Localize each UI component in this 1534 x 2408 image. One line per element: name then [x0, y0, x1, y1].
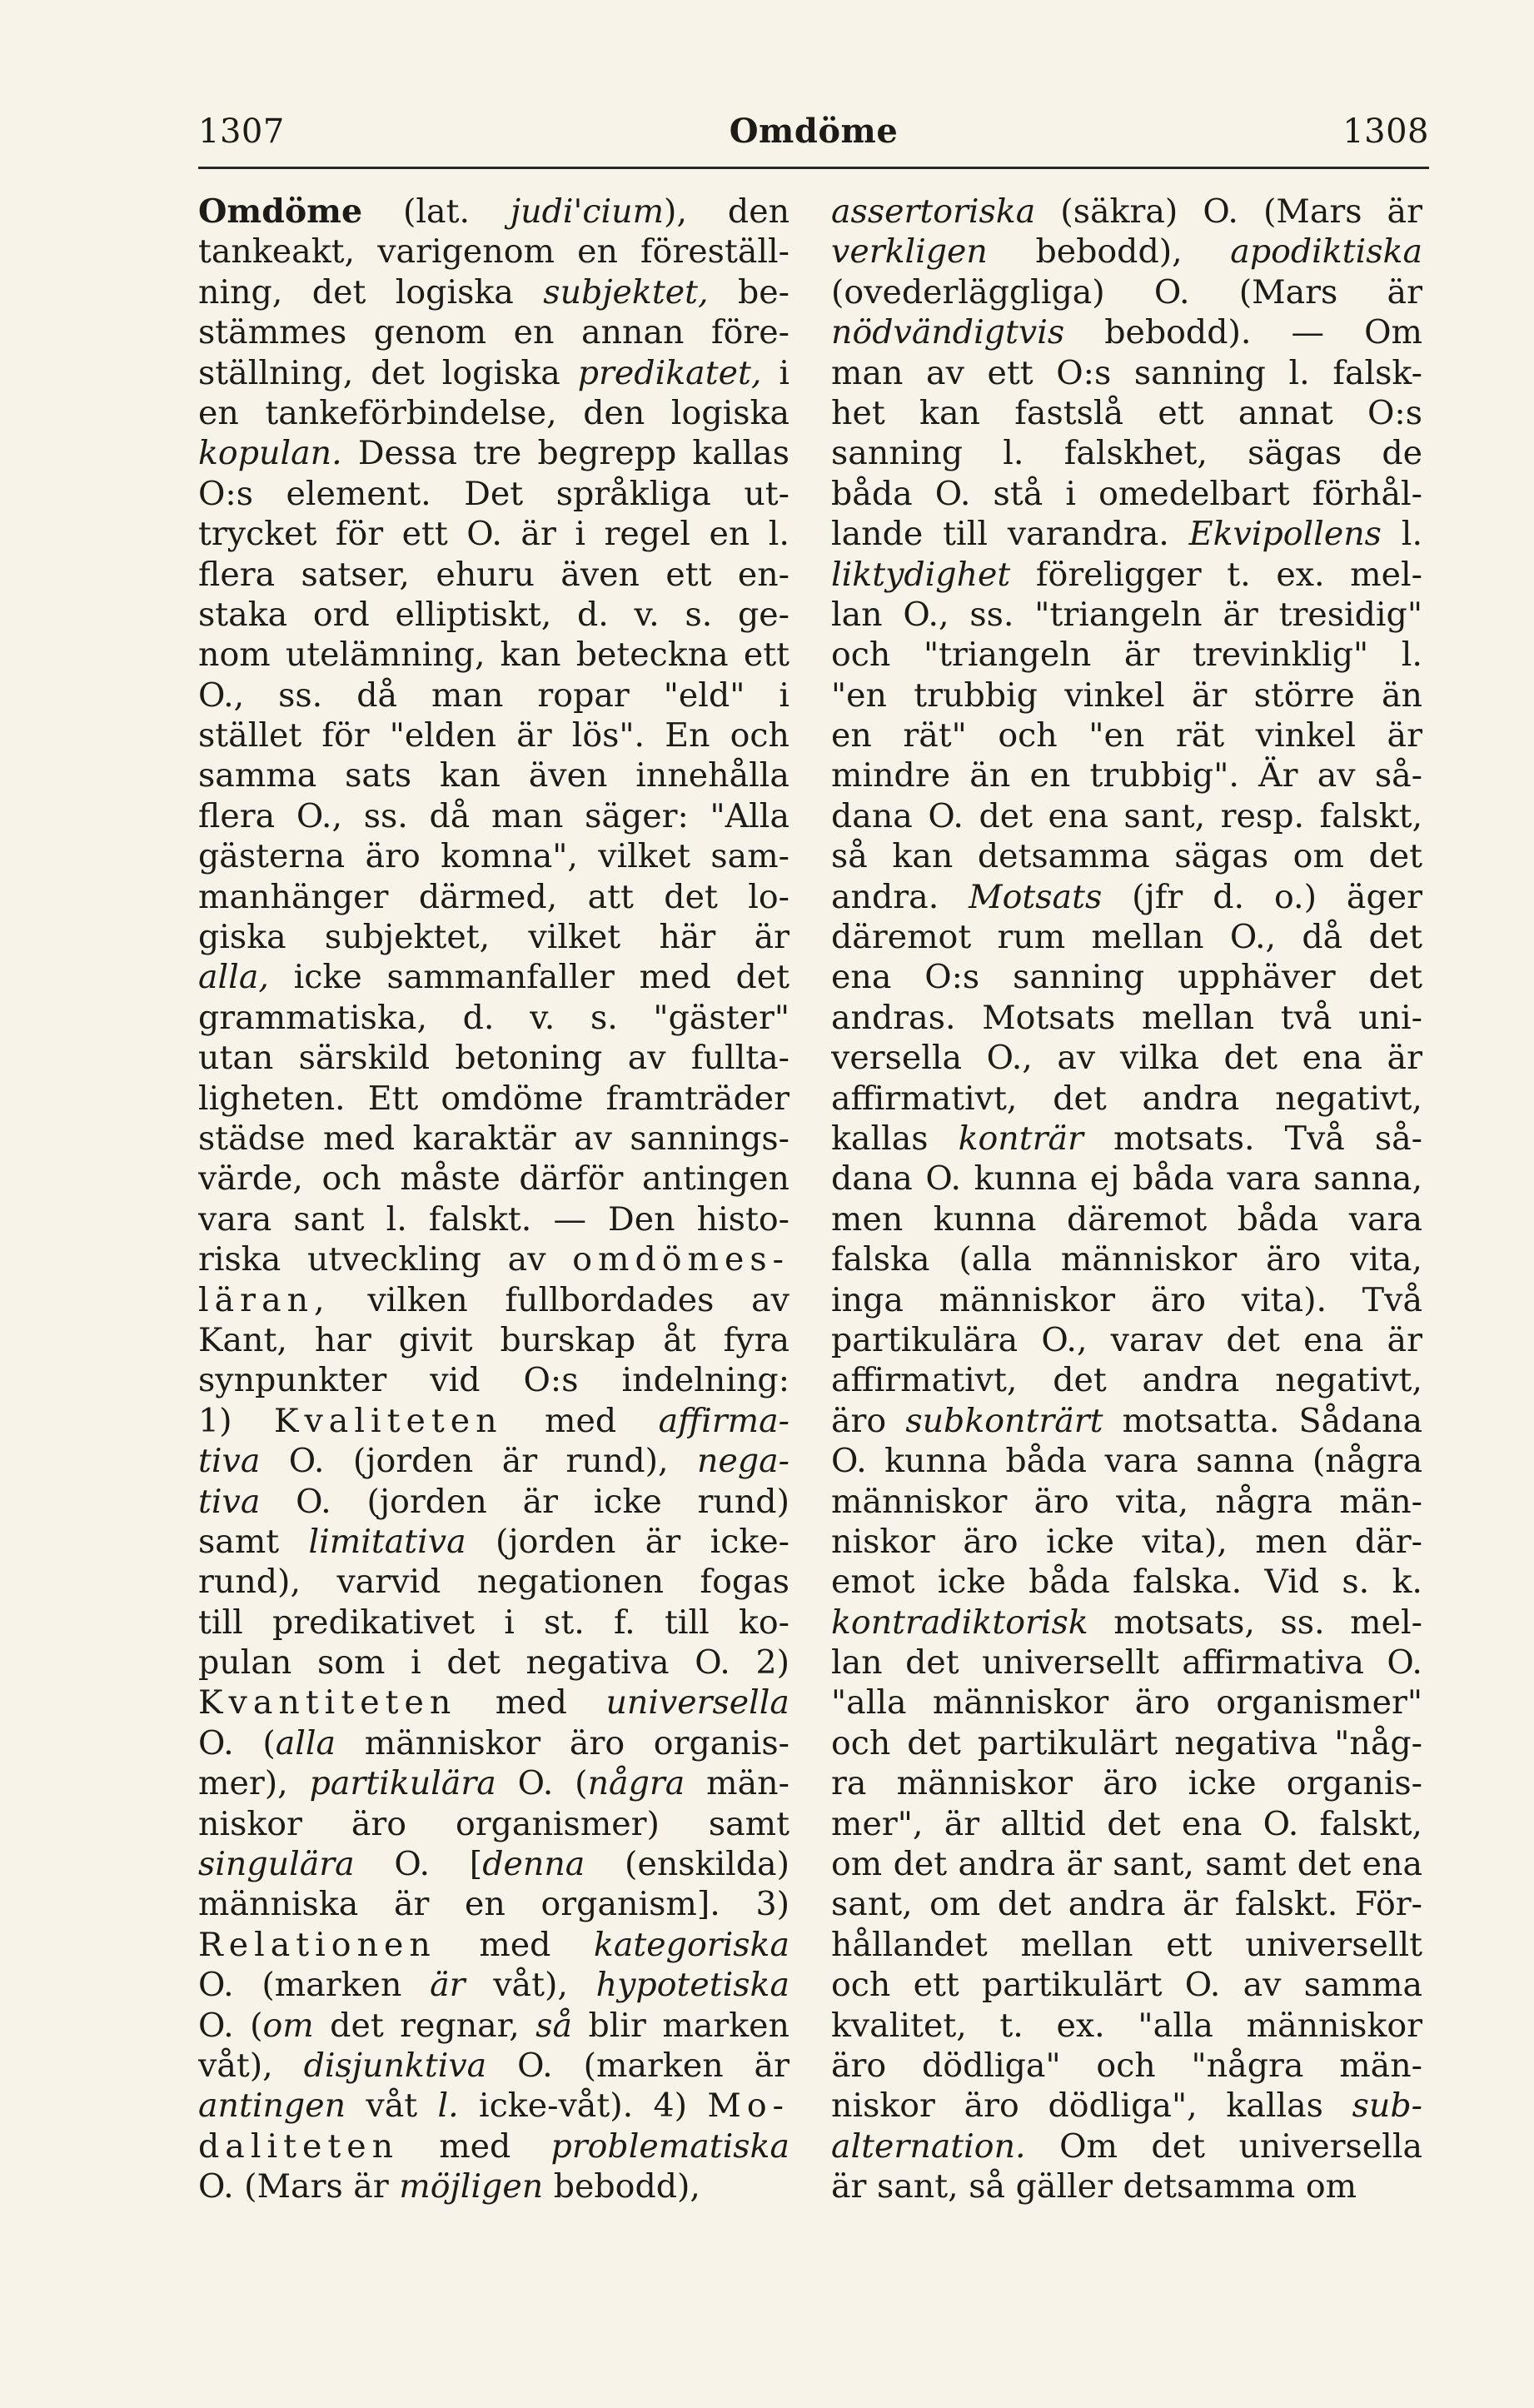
text-run: med [502, 1401, 659, 1440]
text-line [198, 555, 789, 595]
text-run: kopulan. [198, 434, 342, 473]
text-run: niskor äro dödliga", kallas [831, 2086, 1352, 2126]
text-line [831, 1199, 1422, 1239]
text-run: giska subjektet, vilket här är [198, 918, 789, 957]
text-line [198, 1038, 789, 1078]
text-run: subjektet, [543, 272, 709, 312]
text-line [831, 1683, 1422, 1722]
text-run: så kan detsamma sägas om det [831, 837, 1422, 876]
text-line [198, 1643, 789, 1683]
text-run: flera O., ss. då man säger: "Alla [198, 796, 789, 835]
text-run: inga människor äro vita). Två [831, 1280, 1422, 1319]
text-run: sanning l. falskhet, sägas de [831, 434, 1422, 473]
text-run: är [430, 1966, 466, 2005]
text-line [198, 1723, 789, 1763]
text-run: "alla människor äro organismer" [831, 1683, 1422, 1722]
page-number-right: 1308 [1342, 112, 1429, 151]
text-run: läran, [198, 1280, 331, 1319]
text-run: lan O., ss. "triangeln är tresidig" [831, 595, 1422, 634]
text-run: judi'cium [510, 192, 665, 231]
text-run: bebodd). — Om [1064, 313, 1422, 352]
text-line [831, 272, 1422, 312]
text-run: våt), [198, 2046, 304, 2085]
text-run: om [262, 2006, 314, 2045]
text-run: lan det universellt affirmativa O. [831, 1643, 1422, 1683]
text-run: universella [605, 1683, 789, 1722]
text-run: Kvantiteten [198, 1683, 457, 1722]
text-run: daliteten [198, 2126, 400, 2166]
text-line [831, 2166, 1422, 2206]
text-line [831, 998, 1422, 1038]
text-line [198, 1482, 789, 1522]
text-run: tiva [198, 1482, 261, 1521]
text-run: våt), [465, 1966, 596, 2005]
text-line [198, 353, 789, 393]
text-run: (säkra) O. (Mars är [1035, 192, 1422, 231]
text-run: problematiska [550, 2126, 789, 2166]
text-run: affirmativt, det andra negativt, [831, 1361, 1422, 1400]
text-run: liktydighet [831, 555, 1011, 594]
text-line [831, 917, 1422, 957]
text-run: Omdöme [198, 192, 363, 231]
text-line [831, 836, 1422, 876]
text-run: l. [437, 2086, 459, 2126]
text-run: hypotetiska [595, 1966, 789, 2005]
text-line [198, 1603, 789, 1643]
text-line [198, 796, 789, 836]
text-run: äro [831, 1401, 906, 1440]
text-run: be- [708, 272, 789, 312]
text-line [831, 353, 1422, 393]
text-run: verkligen [831, 232, 988, 272]
text-run: andras. Motsats mellan två uni- [831, 998, 1422, 1037]
text-run: blir marken [572, 2006, 789, 2045]
text-run: äro dödliga" och "några män- [831, 2046, 1422, 2085]
text-run: versella O., av vilka det ena är [831, 1039, 1422, 1078]
text-run: apodiktiska [1230, 232, 1422, 272]
text-run: O. (marken [198, 1966, 431, 2005]
text-line [198, 917, 789, 957]
text-line [198, 877, 789, 917]
text-run: (enskilda) [585, 1845, 789, 1884]
text-run: mindre än en trubbig". Är av så- [831, 756, 1422, 795]
text-run: människa är en organism]. 3) [198, 1885, 789, 1924]
text-run: människor äro vita, några män- [831, 1482, 1422, 1521]
text-line [198, 836, 789, 876]
text-run: (ovederläggliga) O. (Mars är [831, 272, 1422, 312]
text-run: dana O. kunna ej båda vara sanna, [831, 1159, 1422, 1199]
text-run: O. ( [198, 1723, 276, 1762]
text-run: antingen [198, 2086, 346, 2126]
text-line [198, 1280, 789, 1320]
text-run: (jfr d. o.) äger [1102, 877, 1422, 916]
text-run: rund), varvid negationen fogas [198, 1563, 789, 1602]
text-line [831, 312, 1422, 352]
text-run: Motsats [969, 877, 1103, 916]
text-run: med [399, 2126, 551, 2166]
text-line [198, 474, 789, 514]
text-run: affirmativt, det andra negativt, [831, 1079, 1422, 1118]
text-run: Kvaliteten [273, 1401, 503, 1440]
text-run: alla, [198, 958, 269, 997]
text-run: Om det universella [1025, 2126, 1422, 2166]
text-run: (lat. [362, 192, 511, 231]
text-run: ena O:s sanning upphäver det [831, 958, 1422, 997]
text-run: några [587, 1764, 685, 1803]
text-run: vara sant l. falskt. — Den histo- [198, 1199, 789, 1239]
text-line [831, 1119, 1422, 1159]
text-run: Relationen [198, 1925, 436, 1964]
text-line [831, 1723, 1422, 1763]
text-line [198, 1844, 789, 1884]
text-line [831, 715, 1422, 755]
text-line [831, 1079, 1422, 1119]
text-line [831, 1804, 1422, 1844]
text-run: partikulära O., varav det ena är [831, 1320, 1422, 1359]
text-line [198, 1562, 789, 1602]
text-line [831, 1763, 1422, 1803]
text-run: i [761, 353, 789, 392]
text-line [831, 1320, 1422, 1360]
text-run: tankeakt, varigenom en föreställ- [198, 232, 789, 272]
text-run: Dessa tre begrepp kallas [341, 434, 789, 473]
text-run: bebodd), [543, 2167, 700, 2206]
text-line [831, 1038, 1422, 1078]
text-run: niskor äro icke vita), men där- [831, 1522, 1422, 1561]
text-run: trycket för ett O. är i regel en l. [198, 515, 789, 554]
text-line [198, 755, 789, 795]
text-line [198, 232, 789, 272]
text-line [198, 715, 789, 755]
text-line [831, 1401, 1422, 1441]
text-run: en rät" och "en rät vinkel är [831, 716, 1422, 755]
text-run: pulan som i det negativa O. 2) [198, 1643, 789, 1683]
text-line [198, 595, 789, 635]
text-column-right [831, 192, 1422, 2207]
text-run: O. ( [198, 2006, 263, 2045]
text-run: utan särskild betoning av fullta- [198, 1039, 789, 1078]
text-run: ligheten. Ett omdöme framträder [198, 1079, 789, 1118]
text-run: ställning, det logiska [198, 353, 578, 392]
text-run: konträr [958, 1119, 1083, 1158]
text-run: städse med karaktär av sannings- [198, 1119, 789, 1158]
text-run: O. (jorden är rund), [260, 1442, 697, 1481]
text-line [831, 2006, 1422, 2046]
text-line [198, 998, 789, 1038]
text-run: grammatiska, d. v. s. "gäster" [198, 998, 789, 1037]
text-line [831, 1884, 1422, 1924]
text-run: om det andra är sant, samt det ena [831, 1845, 1422, 1884]
text-line [198, 635, 789, 675]
text-run: bebodd), [987, 232, 1231, 272]
text-run: till predikativet i st. f. till ko- [198, 1603, 789, 1642]
text-line [831, 192, 1422, 232]
text-line [198, 2006, 789, 2046]
text-line [198, 1320, 789, 1360]
text-line [831, 2126, 1422, 2166]
text-run: andra. [831, 877, 969, 916]
text-run: O. (Mars är [198, 2167, 400, 2206]
text-line [831, 232, 1422, 272]
text-run: med [456, 1683, 606, 1722]
text-line [198, 393, 789, 433]
text-line [198, 2086, 789, 2126]
text-run: disjunktiva [303, 2046, 487, 2085]
text-line [198, 1360, 789, 1400]
text-run: icke-våt). 4) [458, 2086, 708, 2126]
text-run: O:s element. Det språkliga ut- [198, 474, 789, 513]
text-run: icke sammanfaller med det [268, 958, 789, 997]
text-run: niskor äro organismer) samt [198, 1804, 789, 1843]
text-run: limitativa [308, 1522, 466, 1561]
text-run: kallas [831, 1119, 959, 1158]
text-line [198, 272, 789, 312]
text-run: O. [ [354, 1845, 483, 1884]
text-run: det regnar, [313, 2006, 536, 2045]
text-run: kontradiktorisk [831, 1603, 1088, 1642]
text-run: samt [198, 1522, 309, 1561]
text-line [831, 514, 1422, 554]
text-run: O. kunna båda vara sanna (några [831, 1442, 1422, 1481]
text-line [831, 1643, 1422, 1683]
text-line [831, 595, 1422, 635]
text-run: men kunna däremot båda vara [831, 1199, 1422, 1239]
text-run: het kan fastslå ett annat O:s [831, 393, 1422, 432]
text-line [831, 1925, 1422, 1965]
text-run: riska utveckling av [198, 1240, 573, 1279]
text-line [831, 1522, 1422, 1562]
text-run: ra människor äro icke organis- [831, 1764, 1422, 1803]
text-line [831, 877, 1422, 917]
text-line [198, 1159, 789, 1199]
text-run: motsats, ss. mel- [1088, 1603, 1422, 1642]
text-run: emot icke båda falska. Vid s. k. [831, 1563, 1422, 1602]
text-line [831, 2086, 1422, 2126]
text-run: hållandet mellan ett universellt [831, 1925, 1422, 1964]
text-run: man av ett O:s sanning l. falsk- [831, 353, 1422, 392]
text-run: föreligger t. ex. mel- [1010, 555, 1422, 594]
text-line [831, 1360, 1422, 1400]
text-run: dana O. det ena sant, resp. falskt, [831, 796, 1422, 835]
text-line [198, 1441, 789, 1481]
text-line [831, 2046, 1422, 2086]
text-run: flera satser, ehuru även ett en- [198, 555, 789, 594]
text-line [198, 2046, 789, 2086]
text-run: synpunkter vid O:s indelning: [198, 1361, 789, 1400]
text-line [198, 1522, 789, 1562]
page-title: Omdöme [729, 112, 899, 151]
text-line [198, 192, 789, 232]
text-run: är sant, så gäller detsamma om [831, 2167, 1357, 2206]
text-line [198, 1884, 789, 1924]
text-run: värde, och måste därför antingen [198, 1159, 789, 1199]
text-run: falska (alla människor äro vita, [831, 1240, 1422, 1279]
text-run: partikulära [309, 1764, 496, 1803]
text-run: däremot rum mellan O., då det [831, 918, 1422, 957]
text-line [831, 635, 1422, 675]
text-run: alla [275, 1723, 336, 1762]
text-run: sant, om det andra är falskt. För- [831, 1885, 1422, 1924]
text-run: assertoriska [831, 192, 1036, 231]
text-line [831, 1159, 1422, 1199]
text-line [831, 1441, 1422, 1481]
text-run: nödvändigtvis [831, 313, 1065, 352]
text-line [831, 1280, 1422, 1320]
text-run: våt [346, 2086, 438, 2126]
text-run: vilken fullbordades av [330, 1280, 789, 1319]
text-run: l. [1381, 515, 1422, 554]
text-line [198, 1804, 789, 1844]
text-line [198, 1119, 789, 1159]
text-line [198, 514, 789, 554]
text-run: "en trubbig vinkel är större än [831, 676, 1422, 715]
text-run: predikatet, [577, 353, 762, 392]
text-run: båda O. stå i omedelbart förhål- [831, 474, 1422, 513]
text-run: stämmes genom en annan före- [198, 313, 789, 352]
text-run: affirma- [658, 1401, 789, 1440]
text-line [831, 1603, 1422, 1643]
text-run: och "triangeln är trevinklig" l. [831, 636, 1422, 675]
text-run: subkonträrt [905, 1401, 1103, 1440]
text-run: singulära [198, 1845, 355, 1884]
text-run: människor äro organis- [336, 1723, 789, 1762]
text-line [831, 555, 1422, 595]
text-line [198, 312, 789, 352]
text-run: staka ord elliptiskt, d. v. s. ge- [198, 595, 789, 634]
text-line [831, 796, 1422, 836]
text-run: omdömes- [572, 1240, 789, 1279]
text-run: O. (jorden är icke rund) [260, 1482, 789, 1521]
page-header [198, 110, 1429, 168]
text-run: och ett partikulärt O. av samma [831, 1966, 1422, 2005]
text-run: möjligen [399, 2167, 544, 2206]
text-line [831, 1482, 1422, 1522]
text-run: män- [685, 1764, 789, 1803]
text-line [198, 1763, 789, 1803]
text-line [198, 2166, 789, 2206]
text-run: O. ( [496, 1764, 588, 1803]
text-run: Ekvipollens [1188, 515, 1382, 554]
text-line [831, 433, 1422, 473]
text-run: O., ss. då man ropar "eld" i [198, 676, 789, 715]
text-line [831, 474, 1422, 514]
text-run: så [535, 2006, 573, 2045]
text-run: kategoriska [593, 1925, 789, 1964]
text-line [198, 1079, 789, 1119]
text-line [831, 393, 1422, 433]
text-line [831, 1239, 1422, 1279]
text-run: kvalitet, t. ex. "alla människor [831, 2006, 1422, 2045]
text-line [831, 755, 1422, 795]
page-number-left: 1307 [198, 112, 285, 151]
text-line [198, 676, 789, 715]
text-run: motsats. Två så- [1083, 1119, 1422, 1158]
text-line [831, 1844, 1422, 1884]
text-run: mer", är alltid det ena O. falskt, [831, 1804, 1422, 1843]
text-line [198, 2126, 789, 2166]
text-line [198, 1683, 789, 1722]
text-line [831, 1562, 1422, 1602]
text-column-left [198, 192, 789, 2207]
text-run: O. (marken är [486, 2046, 789, 2085]
text-run: nega- [697, 1442, 789, 1481]
header-rule [198, 167, 1429, 169]
text-line [198, 1965, 789, 2005]
text-line [831, 1965, 1422, 2005]
text-run: Mo- [707, 2086, 789, 2126]
text-line [831, 957, 1422, 997]
text-line [198, 1401, 789, 1441]
text-run: Kant, har givit burskap åt fyra [198, 1320, 789, 1359]
text-run: med [436, 1925, 594, 1964]
text-run: sub- [1352, 2086, 1422, 2126]
text-run: stället för "elden är lös". En och [198, 716, 789, 755]
text-run: nom utelämning, kan beteckna ett [198, 636, 789, 675]
text-run: en tankeförbindelse, den logiska [198, 393, 789, 432]
text-line [198, 1199, 789, 1239]
text-run: lande till varandra. [831, 515, 1189, 554]
text-run: ning, det logiska [198, 272, 544, 312]
text-line [198, 1925, 789, 1965]
text-run: och det partikulärt negativa "någ- [831, 1723, 1422, 1762]
text-run: manhänger därmed, att det lo- [198, 877, 789, 916]
text-run: ), den [664, 192, 789, 231]
text-run: denna [482, 1845, 585, 1884]
text-run: alternation. [831, 2126, 1026, 2166]
text-run: tiva [198, 1442, 261, 1481]
text-run: motsatta. Sådana [1103, 1401, 1422, 1440]
text-line [198, 957, 789, 997]
text-run: (jorden är icke- [466, 1522, 789, 1561]
text-run: 1) [198, 1401, 274, 1440]
text-run: mer), [198, 1764, 310, 1803]
text-line [198, 433, 789, 473]
text-run: samma sats kan även innehålla [198, 756, 789, 795]
text-run: gästerna äro komna", vilket sam- [198, 837, 789, 876]
text-line [831, 676, 1422, 715]
text-line [198, 1239, 789, 1279]
